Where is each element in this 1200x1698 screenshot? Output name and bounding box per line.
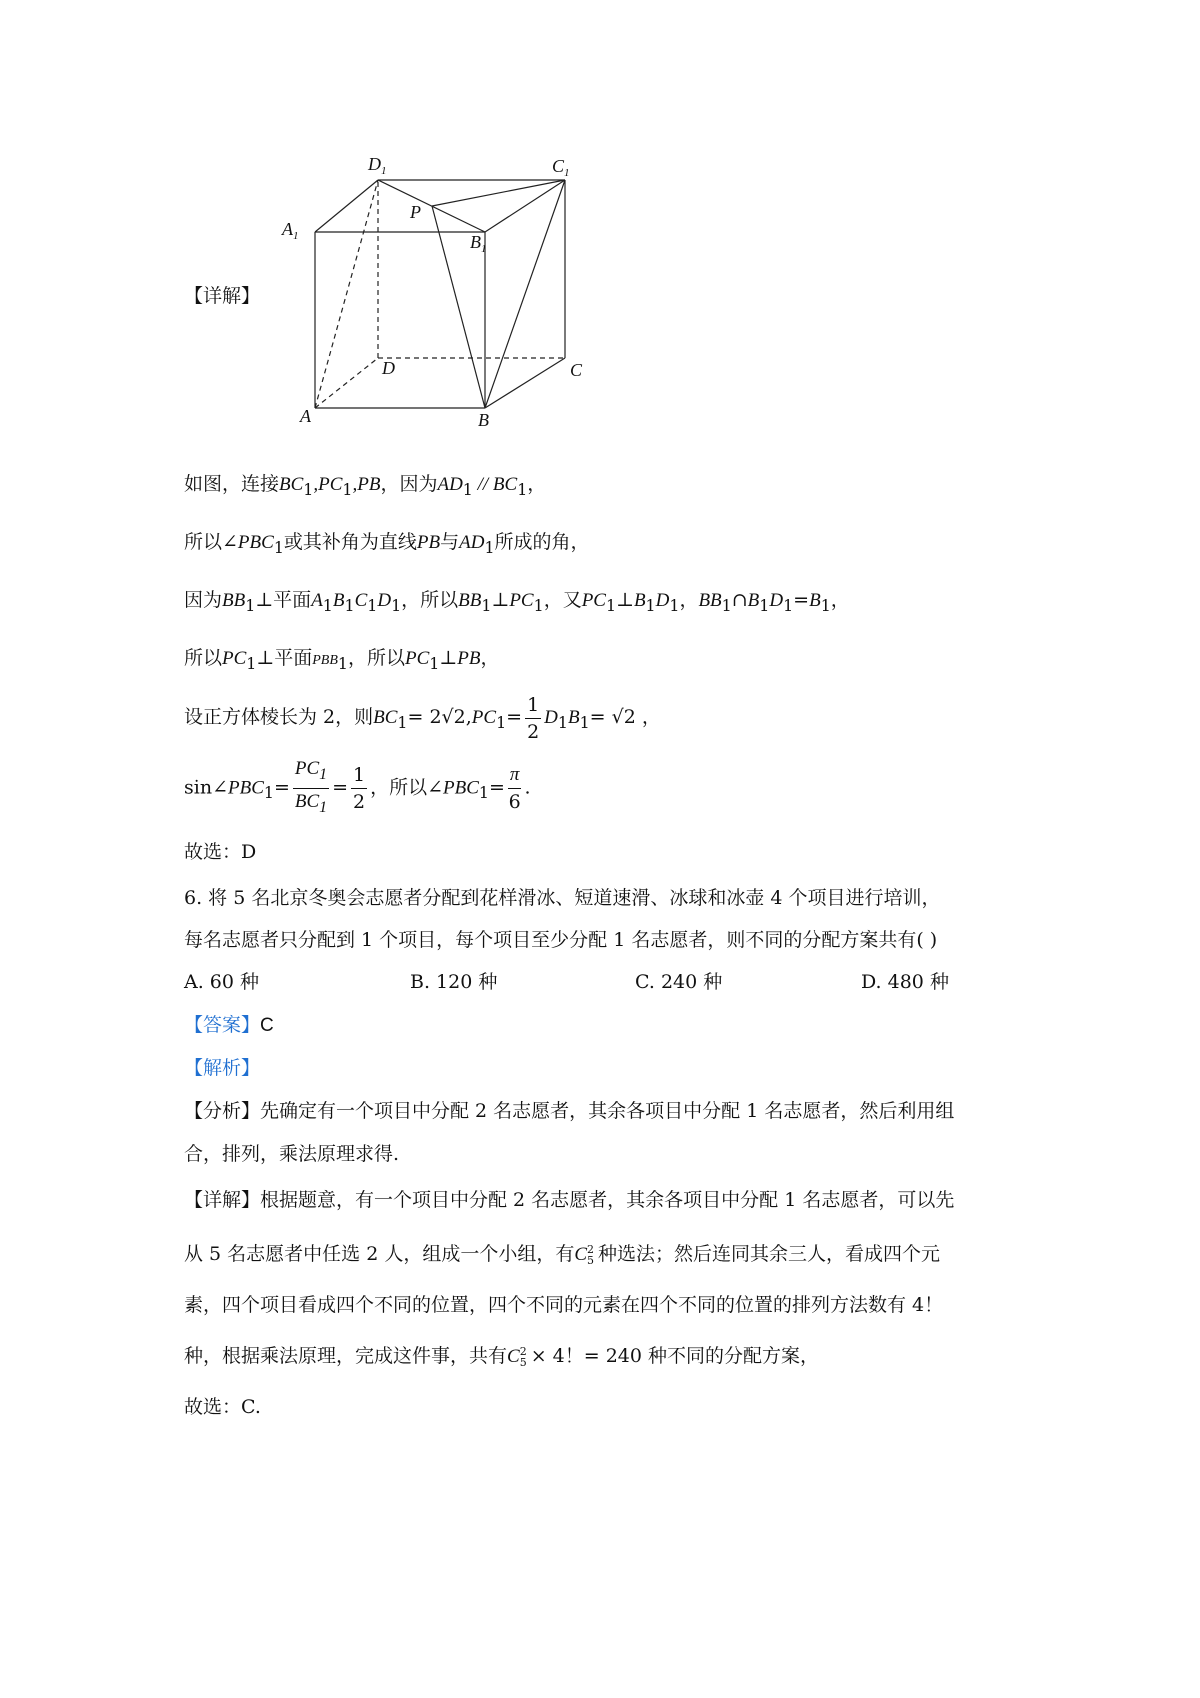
detail-label-q6: 【详解】: [184, 1189, 261, 1211]
q6-line1: 6. 将 5 名北京冬奥会志愿者分配到花样滑冰、短道速滑、冰球和冰壶 4 个项目进行培训，: [184, 887, 941, 909]
label-B: B: [478, 410, 489, 430]
fraction-pi-6: $\frac{\pi}{6}$: [508, 763, 521, 813]
fraction-one-half: $\frac{1}{2}$: [527, 693, 540, 743]
q6-option-d: D. 480 种: [861, 971, 949, 993]
edge-A-D: [315, 358, 378, 408]
label-B1: $B_1$: [470, 232, 487, 255]
q6-option-c: C. 240 种: [635, 971, 723, 993]
fenxi-line1: 【分析】先确定有一个项目中分配 2 名志愿者，其余各项目中分配 1 名志愿者，然后利用组: [184, 1100, 955, 1122]
label-P: P: [410, 202, 421, 222]
label-C: C: [570, 360, 583, 380]
label-D1: $D_1$: [368, 154, 387, 177]
sol5-line2: 所以$\angle PBC_1$或其补角为直线PB与$AD_1$所成的角，: [184, 531, 590, 557]
answer-value: C: [260, 1015, 274, 1036]
detail-line1: 【详解】根据题意，有一个项目中分配 2 名志愿者，其余各项目中分配 1 名志愿者，可以先: [184, 1189, 955, 1211]
q6-option-a: A. 60 种: [184, 971, 260, 993]
edge-A1-D1: [315, 180, 378, 232]
label-D: D: [382, 358, 395, 378]
detail-line4: 种，根据乘法原理，完成这件事，共有C 2 5 × 4！= 240 种不同的分配方案，: [184, 1345, 820, 1369]
detail-line3: 素，四个项目看成四个不同的位置，四个不同的元素在四个不同的位置的排列方法数有 4！: [184, 1294, 944, 1316]
sol5-line5: 设正方体棱长为 2，则$BC_1= 2√2,PC_1=$ $\frac{1}{2}$ $D_1B_1= √2$ ，: [184, 693, 661, 743]
edge-B-C: [485, 358, 565, 408]
sol5-line6: $\sin\angle PBC_1=$ $\frac{PC_1}{BC_1}$ = $\frac{1}{2}$ ，所以$\angle PBC_1=$ $\frac{\pi}{6}$ .: [184, 756, 530, 822]
sol5-answer: 故选：D: [184, 841, 257, 863]
label-A: A: [300, 406, 311, 426]
fenxi-line2: 合，排列，乘法原理求得.: [184, 1143, 400, 1165]
fraction-pc1-bc1: $\frac{PC_1}{BC_1}$: [294, 758, 328, 816]
label-A1: $A_1$: [282, 219, 299, 242]
segment-B-C1: [485, 180, 565, 408]
sol5-line3: 因为$BB_1\perp$平面$A_1B_1C_1D_1$，所以$BB_1\perp PC_1$，又$PC_1\perp B_1D_1$，$BB_1\cap B_1D_1=B_1$，: [184, 589, 850, 615]
cube-figure: [282, 154, 650, 460]
fenxi-label: 【分析】: [184, 1100, 261, 1122]
label-C1: $C_1$: [552, 156, 570, 179]
sol5-line4: 所以$PC_1\perp$平面$PBB_1$，所以$PC_1\perp PB$，: [184, 647, 500, 673]
detail-line2: 从 5 名志愿者中任选 2 人，组成一个小组，有C 2 5 种选法；然后连同其余三人，看成四个元: [184, 1243, 941, 1267]
detail-label: 【详解】: [184, 285, 261, 307]
answer-label: 【答案】: [184, 1014, 261, 1036]
sol5-line1: 如图，连接$BC_1,PC_1,PB$，因为$AD_1 // BC_1$，: [184, 473, 547, 499]
q6-answer: [184, 1011, 274, 1040]
q6-line2: 每名志愿者只分配到 1 个项目，每个项目至少分配 1 名志愿者，则不同的分配方案共有( ): [184, 929, 938, 951]
segment-A-D1: [315, 180, 378, 408]
q6-option-b: B. 120 种: [410, 971, 498, 993]
analysis-label: 【解析】: [184, 1057, 261, 1079]
fraction-one-half-b: $\frac{1}{2}$: [353, 763, 366, 813]
final-answer: 故选：C.: [184, 1396, 261, 1418]
segment-D1-B1: [378, 180, 485, 232]
